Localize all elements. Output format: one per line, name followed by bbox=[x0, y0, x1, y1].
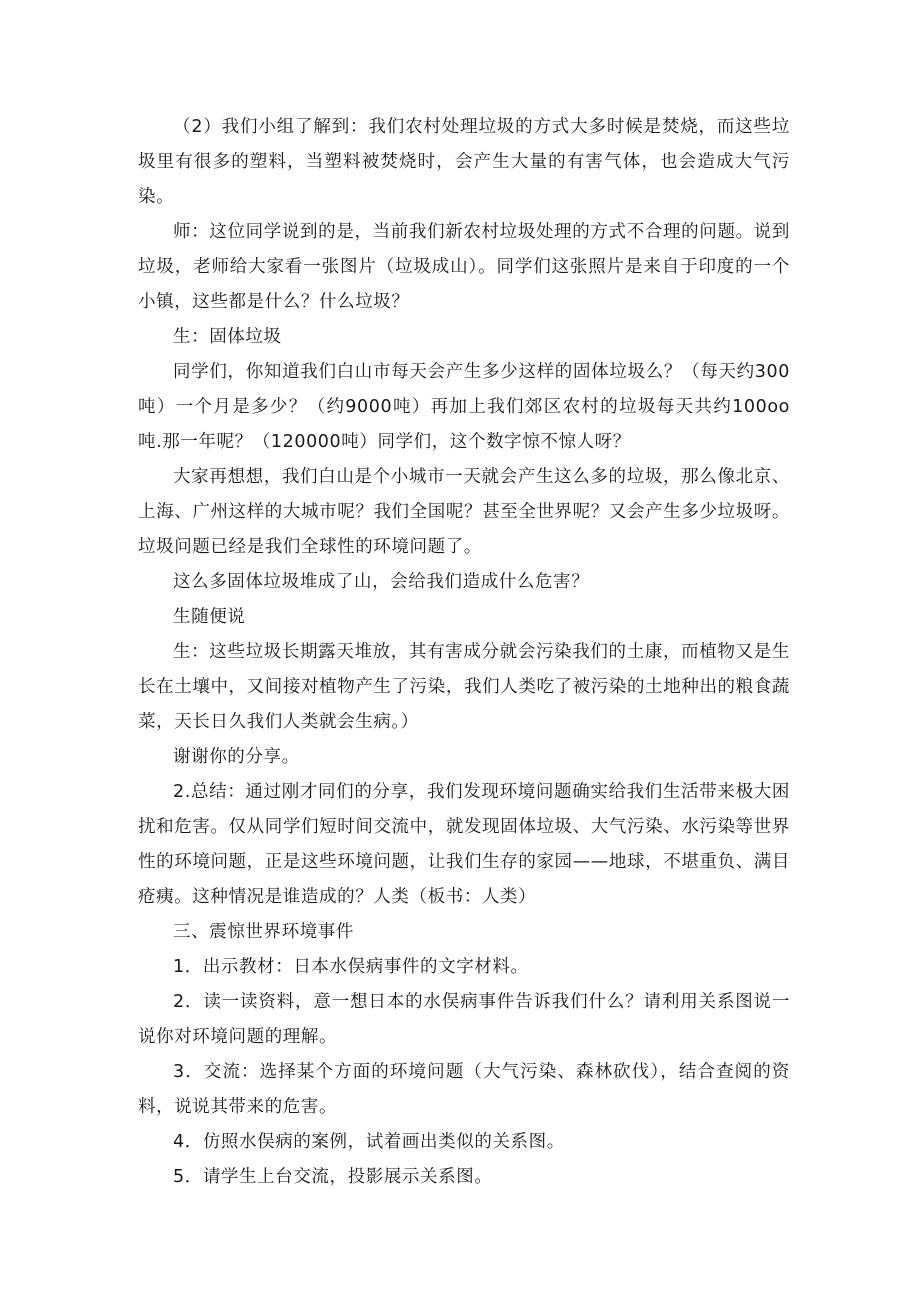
paragraph: 生随便说 bbox=[173, 607, 246, 627]
paragraph: （2）我们小组了解到：我们农村处理垃圾的方式大多时候是焚烧，而这些垃圾里有很多的塑料，当塑料被焚烧时，会产生大量的有害气体，也会造成大气污染。 bbox=[138, 117, 790, 207]
paragraph: 同学们，你知道我们白山市每天会产生多少这样的固体垃圾么？（每天约300吨）一个月是多少？（约9000吨）再加上我们郊区农村的垃圾每天共约100oo吨.那一年呢？（120000吨）同学们，这个数字惊不惊人呀？ bbox=[138, 362, 790, 452]
paragraph: 谢谢你的分享。 bbox=[173, 747, 300, 767]
document-body bbox=[138, 110, 790, 1195]
paragraph: 生：这些垃圾长期露天堆放，其有害成分就会污染我们的土康，而植物又是生长在土壤中，又间接对植物产生了污染，我们人类吃了被污染的土地种出的粮食蔬菜，天长日久我们人类就会生病。） bbox=[138, 642, 790, 732]
paragraph: 大家再想想，我们白山是个小城市一天就会产生这么多的垃圾，那么像北京、上海、广州这样的大城市呢？我们全国呢？甚至全世界呢？又会产生多少垃圾呀。垃圾问题已经是我们全球性的环境问题了。 bbox=[138, 467, 790, 557]
paragraph: 这么多固体垃圾堆成了山，会给我们造成什么危害？ bbox=[173, 572, 590, 592]
paragraph: 师：这位同学说到的是，当前我们新农村垃圾处理的方式不合理的问题。说到垃圾，老师给大家看一张图片（垃圾成山）。同学们这张照片是来自于印度的一个小镇，这些都是什么？什么垃圾？ bbox=[138, 222, 790, 312]
list-item: 1．出示教材：日本水俣病事件的文字材料。 bbox=[173, 957, 529, 977]
section-heading: 三、震惊世界环境事件 bbox=[173, 922, 354, 942]
paragraph: 生：固体垃圾 bbox=[173, 327, 282, 347]
list-item: 4．仿照水俣病的案例，试着画出类似的关系图。 bbox=[173, 1132, 565, 1152]
list-item: 5．请学生上台交流，投影展示关系图。 bbox=[173, 1167, 493, 1187]
paragraph: 2.总结：通过刚才同们的分享，我们发现环境问题确实给我们生活带来极大困扰和危害。仅从同学们短时间交流中，就发现固体垃圾、大气污染、水污染等世界性的环境问题，正是这些环境问题，让我们生存的家园——地球，不堪重负、满目疮痍。这种情况是谁造成的？人类（板书：人类） bbox=[138, 782, 790, 907]
list-item: 3．交流：选择某个方面的环境问题（大气污染、森林砍伐），结合查阅的资料，说说其带来的危害。 bbox=[138, 1062, 790, 1117]
list-item: 2．读一读资料，意一想日本的水俣病事件告诉我们什么？请利用关系图说一说你对环境问题的理解。 bbox=[138, 992, 790, 1047]
